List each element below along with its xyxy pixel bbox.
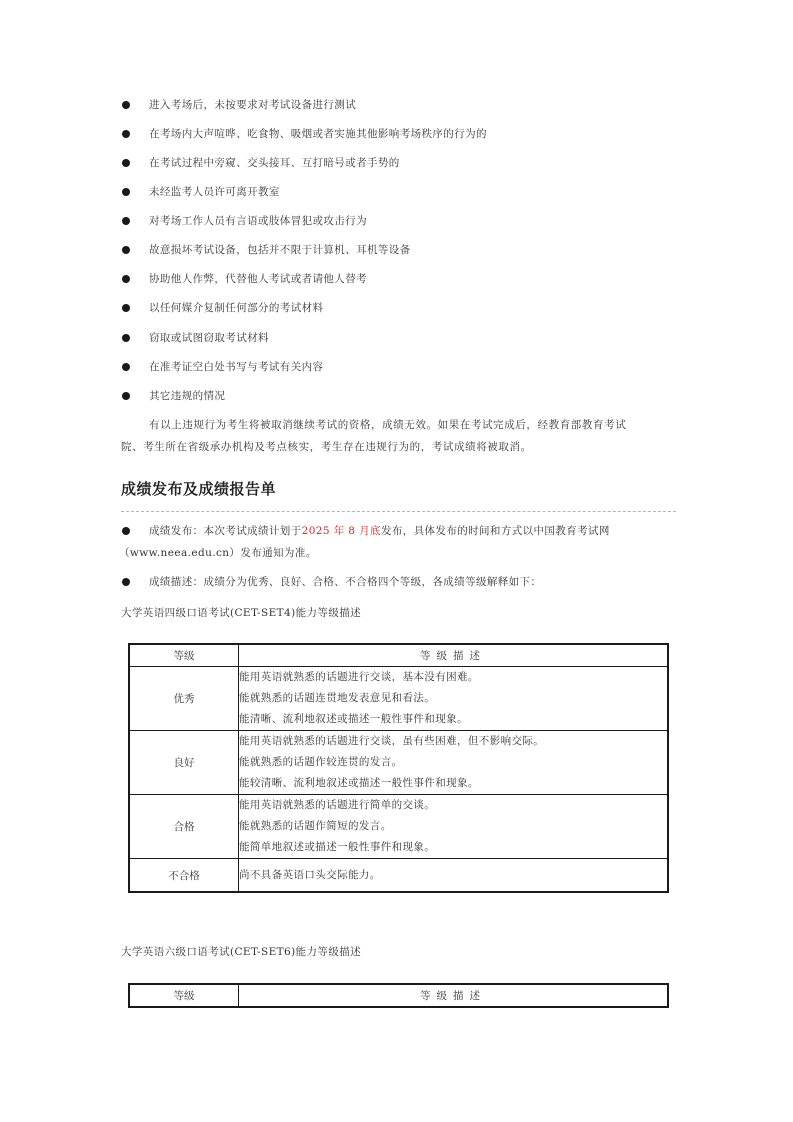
- description-column-header: 等级描述: [239, 644, 669, 667]
- description-cell: 尚不具备英语口头交际能力。: [239, 859, 669, 893]
- grade-cell: 良好: [129, 731, 239, 795]
- description-column-header: 等级描述: [239, 984, 669, 1007]
- grade-column-header: 等级: [129, 644, 239, 667]
- section-heading: 成绩发布及成绩报告单: [121, 480, 277, 498]
- table-header-row: [129, 984, 668, 1007]
- bullet-dot-icon: [122, 188, 130, 196]
- release-bullet: 成绩发布：本次考试成绩计划于2025 年 8 月底发布，具体发布的时间和方式以中国教育考试网: [121, 523, 681, 563]
- bullet-item: 协助他人作弊，代替他人考试或者请他人替考: [121, 271, 681, 287]
- bullet-dot-icon: [122, 246, 130, 254]
- table-row: [129, 731, 668, 795]
- bullet-dot-icon: [122, 334, 130, 342]
- bullet-item: 窃取或试图窃取考试材料: [121, 330, 681, 346]
- grade-cell: 不合格: [129, 859, 239, 893]
- bullet-item: 故意损坏考试设备，包括并不限于计算机、耳机等设备: [121, 242, 681, 258]
- grade-cell: 优秀: [129, 667, 239, 731]
- grade-cell: 合格: [129, 795, 239, 859]
- penalty-paragraph: [121, 414, 676, 458]
- bullet-item: 对考场工作人员有言语或肢体冒犯或攻击行为: [121, 213, 681, 229]
- bullet-dot-icon: [122, 130, 130, 138]
- grade-column-header: 等级: [129, 984, 239, 1007]
- bullet-dot-icon: [122, 159, 130, 167]
- release-date-highlight: 2025 年 8 月底: [301, 525, 381, 537]
- set4-grade-table: [128, 643, 669, 893]
- set6-grade-table: [128, 983, 669, 1008]
- set4-table-caption: 大学英语四级口语考试(CET-SET4)能力等级描述: [121, 607, 362, 619]
- release-source-line: （www.neea.edu.cn）发布通知为准。: [119, 547, 317, 559]
- paragraph-line: 有以上违规行为考生将被取消继续考试的资格，成绩无效。如果在考试完成后，经教育部教育考试: [149, 419, 627, 431]
- bullet-dot-icon: [122, 578, 130, 586]
- description-cell: 能用英语就熟悉的话题进行交谈，虽有些困难，但不影响交际。 能就熟悉的话题作较连贯的发言。 能较清晰、流利地叙述或描述一般性事件和现象。: [239, 731, 669, 795]
- set6-table-caption: 大学英语六级口语考试(CET-SET6)能力等级描述: [121, 946, 362, 958]
- bullet-dot-icon: [122, 363, 130, 371]
- bullet-dot-icon: [122, 275, 130, 283]
- bullet-dot-icon: [122, 392, 130, 400]
- bullet-item: 在准考证空白处书写与考试有关内容: [121, 359, 681, 375]
- bullet-dot-icon: [122, 527, 130, 535]
- bullet-item: 在考试过程中旁窥、交头接耳、互打暗号或者手势的: [121, 155, 681, 171]
- bullet-item: 未经监考人员许可离开教室: [121, 184, 681, 200]
- bullet-dot-icon: [122, 304, 130, 312]
- bullet-dot-icon: [122, 217, 130, 225]
- description-cell: 能用英语就熟悉的话题进行交谈，基本没有困难。 能就熟悉的话题连贯地发表意见和看法。 能清晰、流利地叙述或描述一般性事件和现象。: [239, 667, 669, 731]
- bullet-dot-icon: [122, 101, 130, 109]
- bullet-item: 其它违规的情况: [121, 388, 681, 404]
- table-row: [129, 859, 668, 893]
- description-bullet: 成绩描述：成绩分为优秀、良好、合格、不合格四个等级，各成绩等级解释如下：: [121, 574, 681, 590]
- table-row: [129, 795, 668, 859]
- bullet-item: 在考场内大声喧哗、吃食物、吸烟或者实施其他影响考场秩序的行为的: [121, 126, 681, 142]
- bullet-item: 进入考场后，未按要求对考试设备进行测试: [121, 97, 681, 113]
- bullet-item: 以任何媒介复制任何部分的考试材料: [121, 300, 681, 316]
- paragraph-line: 院、考生所在省级承办机构及考点核实，考生存在违规行为的，考试成绩将被取消。: [121, 441, 532, 453]
- heading-divider: [121, 511, 676, 512]
- table-row: [129, 667, 668, 731]
- table-header-row: [129, 644, 668, 667]
- description-cell: 能用英语就熟悉的话题进行简单的交谈。 能就熟悉的话题作简短的发言。 能简单地叙述或描述一般性事件和现象。: [239, 795, 669, 859]
